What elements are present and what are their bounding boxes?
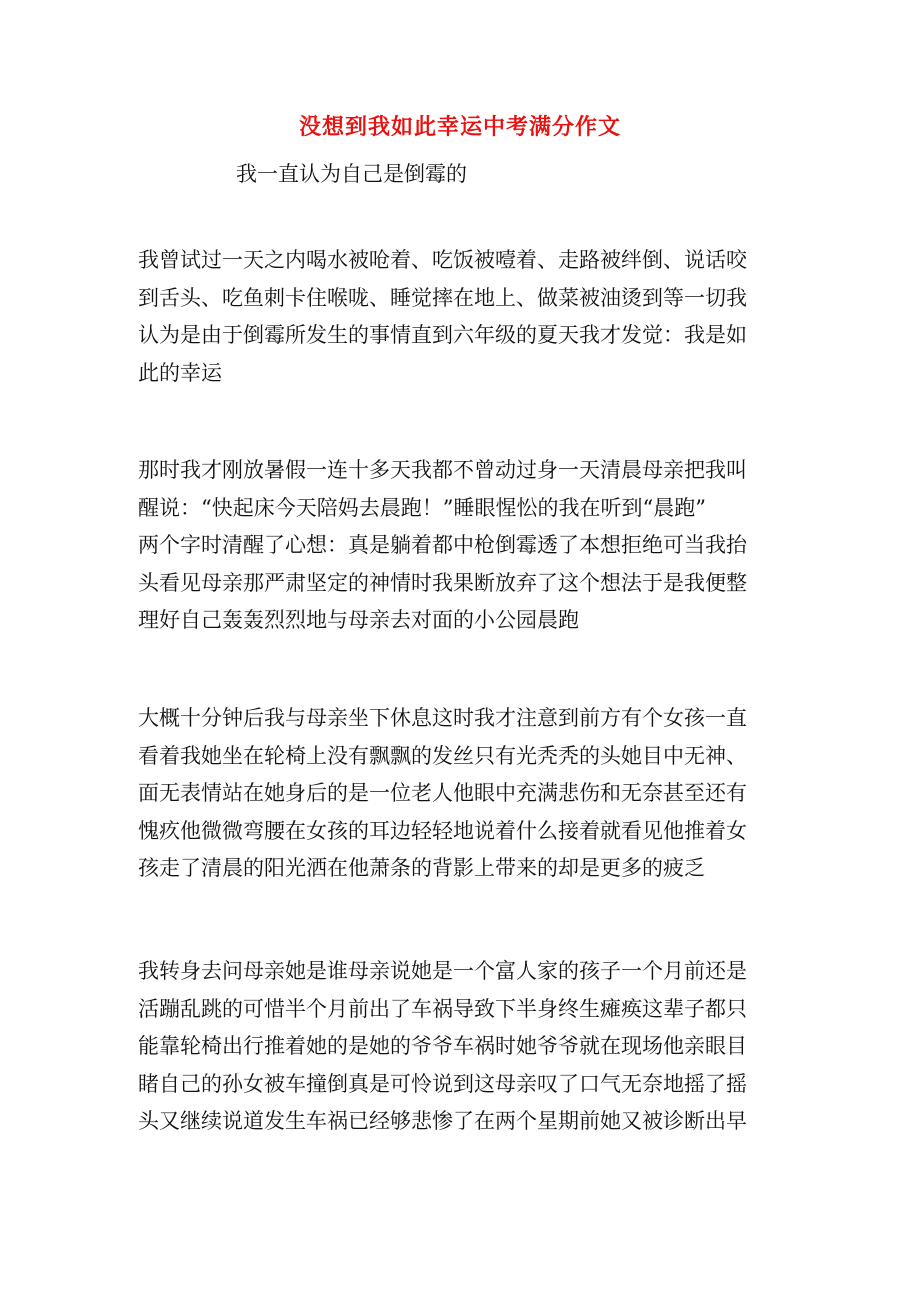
document-title: 没想到我如此幸运中考满分作文: [298, 114, 621, 140]
paragraph-line: 面无表情站在她身后的是一位老人他眼中充满悲伤和无奈甚至还有: [138, 781, 747, 805]
paragraph-line: 看着我她坐在轮椅上没有飘飘的发丝只有光秃秃的头她目中无神、: [138, 743, 747, 768]
paragraph-line: 睹自己的孙女被车撞倒真是可怜说到这母亲叹了口气无奈地摇了摇: [138, 1071, 747, 1096]
paragraph-line: 此的幸运: [138, 360, 222, 385]
paragraph-2: [138, 452, 778, 640]
paragraph-line: 理好自己轰轰烈烈地与母亲去对面的小公园晨跑: [138, 608, 579, 632]
paragraph-3: [138, 700, 778, 888]
paragraph-line: 活蹦乱跳的可惜半个月前出了车祸导致下半身终生瘫痪这辈子都只: [138, 996, 747, 1021]
paragraph-line: 我曾试过一天之内喝水被呛着、吃饭被噎着、走路被绊倒、说话咬: [138, 248, 747, 272]
paragraph-1: [138, 242, 778, 392]
paragraph-line: 愧疚他微微弯腰在女孩的耳边轻轻地说着什么接着就看见他推着女: [138, 818, 747, 843]
paragraph-line: 认为是由于倒霉所发生的事情直到六年级的夏天我才发觉：我是如: [138, 323, 747, 347]
paragraph-line: 到舌头、吃鱼刺卡住喉咙、睡觉摔在地上、做菜被油烫到等一切我: [138, 285, 747, 310]
paragraph-line: 醒说：“快起床今天陪妈去晨跑！”睡眼惺忪的我在听到“晨跑”: [138, 495, 706, 520]
paragraph-line: 两个字时清醒了心想：真是躺着都中枪倒霉透了本想拒绝可当我抬: [138, 533, 747, 557]
paragraph-line: 孩走了清晨的阳光洒在他萧条的背影上带来的却是更多的疲乏: [138, 856, 705, 880]
document-subtitle: 我一直认为自己是倒霉的: [236, 162, 467, 186]
paragraph-line: 我转身去问母亲她是谁母亲说她是一个富人家的孩子一个月前还是: [138, 959, 747, 983]
paragraph-line: 那时我才刚放暑假一连十多天我都不曾动过身一天清晨母亲把我叫: [138, 458, 747, 482]
paragraph-line: 大概十分钟后我与母亲坐下休息这时我才注意到前方有个女孩一直: [138, 706, 747, 730]
paragraph-4: [138, 953, 778, 1141]
paragraph-line: 头又继续说道发生车祸已经够悲惨了在两个星期前她又被诊断出早: [138, 1109, 747, 1133]
paragraph-line: 头看见母亲那严肃坚定的神情时我果断放弃了这个想法于是我便整: [138, 570, 747, 595]
paragraph-line: 能靠轮椅出行推着她的是她的爷爷车祸时她爷爷就在现场他亲眼目: [138, 1034, 747, 1058]
